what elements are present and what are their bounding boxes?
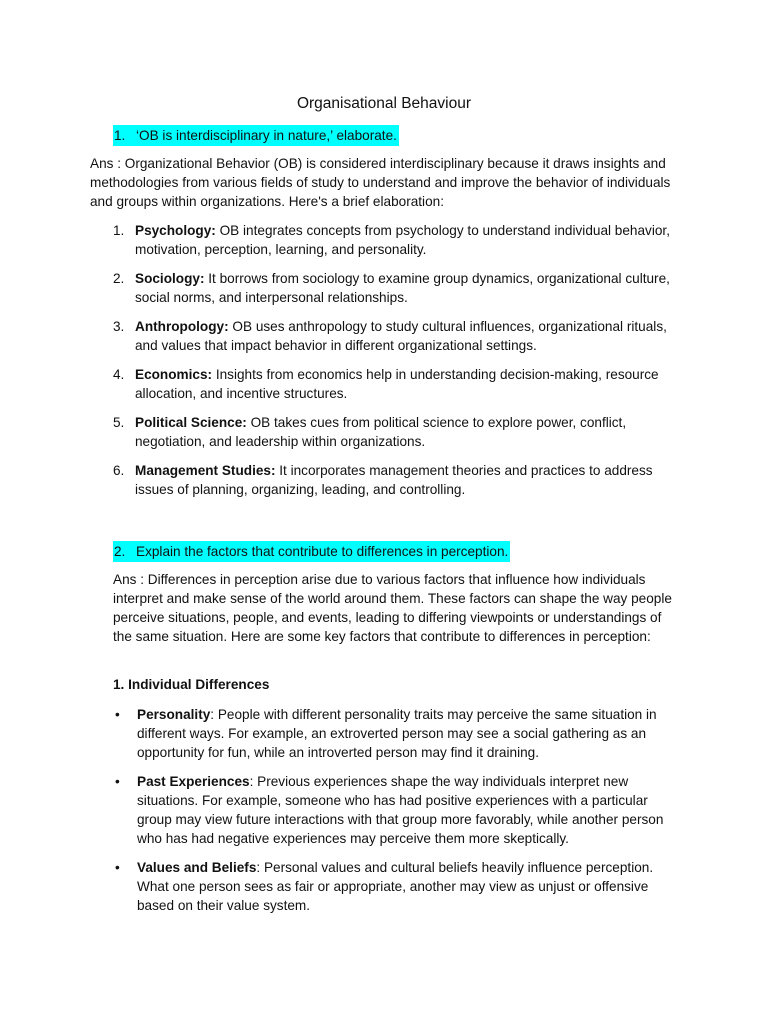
- list-item-text: It incorporates management theories and practices to address issues of planning, organizing, leading, and controlling.: [135, 463, 653, 497]
- list-item-number: 3.: [113, 319, 125, 334]
- list-item-text: OB integrates concepts from psychology to understand individual behavior, motivation, perception, learning, and personality.: [135, 223, 670, 257]
- list-item: [113, 317, 683, 355]
- question-2-highlight: [113, 541, 510, 562]
- list-item-number: 1.: [113, 223, 125, 238]
- fields-list: [113, 221, 683, 509]
- list-item-label: Management Studies:: [135, 463, 276, 478]
- list-item-text: : Personal values and cultural beliefs heavily influence perception. What one person sees as fair or appropriate, another may view as unjust or offensive based on their value system.: [137, 860, 654, 913]
- list-item-label: Values and Beliefs: [137, 860, 257, 875]
- list-item-number: 4.: [113, 367, 125, 382]
- section-subheading: 1. Individual Differences: [113, 677, 270, 692]
- question-1-text: ‘OB is interdisciplinary in nature,’ elaborate.: [136, 128, 397, 143]
- list-item-label: Personality: [137, 707, 211, 722]
- list-item-label: Psychology:: [135, 223, 216, 238]
- list-item-text: OB uses anthropology to study cultural influences, organizational rituals, and values that impact behavior in different organizational settings.: [135, 319, 667, 353]
- list-item-number: 2.: [113, 271, 125, 286]
- list-item-text: It borrows from sociology to examine group dynamics, organizational culture, social norms, and interpersonal relationships.: [135, 271, 670, 305]
- bullet-icon: •: [115, 860, 120, 875]
- list-item-label: Past Experiences: [137, 774, 250, 789]
- list-item-number: 6.: [113, 463, 125, 478]
- question-1-number: 1.: [114, 128, 126, 143]
- list-item-text: OB takes cues from political science to explore power, conflict, negotiation, and leadership within organizations.: [135, 415, 627, 449]
- list-item-text: : Previous experiences shape the way individuals interpret new situations. For example, someone who has had positive experiences with a particular group may view future interactions with that group more favorably, while another person who has had negative experiences may perceive them more skeptically.: [137, 774, 664, 846]
- document-title: Organisational Behaviour: [296, 95, 472, 112]
- question-1-highlight: [113, 125, 399, 146]
- list-item-label: Sociology:: [135, 271, 205, 286]
- bullet-icon: •: [115, 774, 120, 789]
- factors-list: [113, 705, 678, 925]
- list-item-label: Economics:: [135, 367, 213, 382]
- list-item: [113, 221, 683, 259]
- list-item-label: Anthropology:: [135, 319, 229, 334]
- list-item: [113, 705, 678, 762]
- answer-2-intro: Ans : Differences in perception arise due to various factors that influence how individuals interpret and make sense of the world around them. These factors can shape the way people perceive situations, people, and events, leading to differing viewpoints or understandings of the same situation. Here are some key factors that contribute to differences in perception:: [113, 572, 672, 644]
- list-item: [113, 269, 683, 307]
- list-item-text: Insights from economics help in understanding decision-making, resource allocation, and incentive structures.: [135, 367, 659, 401]
- list-item: [113, 772, 678, 848]
- bullet-icon: •: [115, 707, 120, 722]
- list-item: [113, 413, 683, 451]
- question-2-number: 2.: [114, 544, 126, 559]
- list-item-number: 5.: [113, 415, 125, 430]
- question-2-text: Explain the factors that contribute to differences in perception.: [136, 544, 509, 559]
- answer-1-intro: Ans : Organizational Behavior (OB) is considered interdisciplinary because it draws insights and methodologies from various fields of study to understand and improve the behavior of individuals and groups within organizations. Here's a brief elaboration:: [90, 156, 671, 209]
- list-item: [113, 858, 678, 915]
- list-item: [113, 461, 683, 499]
- list-item: [113, 365, 683, 403]
- list-item-label: Political Science:: [135, 415, 247, 430]
- list-item-text: : People with different personality traits may perceive the same situation in different ways. For example, an extroverted person may see a social gathering as an opportunity for fun, while an introverted person may find it draining.: [137, 707, 657, 760]
